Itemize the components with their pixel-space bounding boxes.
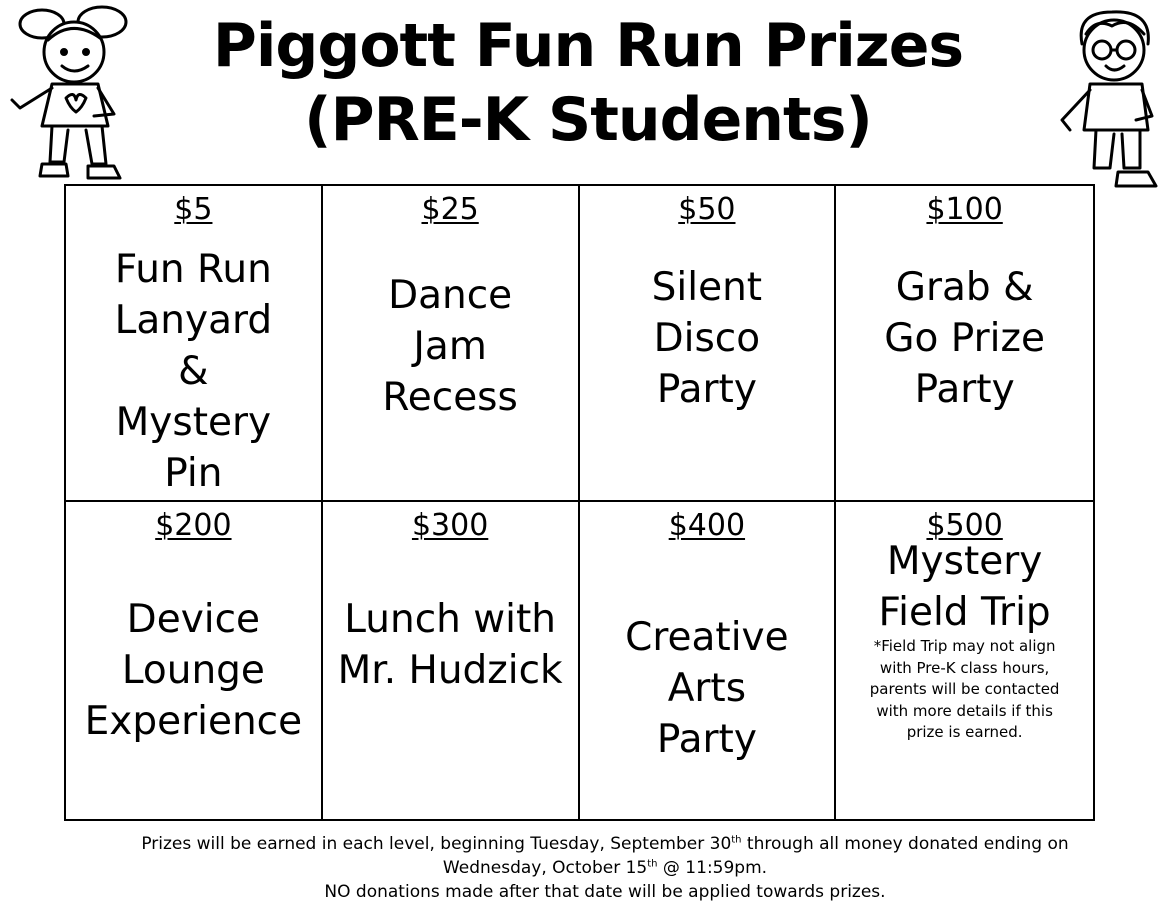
- prize-cell-200: [66, 502, 323, 819]
- prize-name: Grab & Go Prize Party: [884, 265, 1045, 412]
- prize-name: Creative Arts Party: [625, 615, 789, 762]
- page-subtitle: (PRE-K Students): [304, 85, 872, 155]
- boy-clipart-icon: [1052, 4, 1174, 192]
- prize-note: *Field Trip may not align with Pre-K class hours, parents will be contacted with more details if this prize is earned.: [869, 637, 1060, 741]
- footer-line-1: [100, 832, 1110, 880]
- page-title: Piggott Fun Run Prizes: [212, 11, 964, 81]
- prize-cell-100: [836, 186, 1093, 502]
- footer-sup: th: [647, 858, 658, 870]
- prize-cell-50: [580, 186, 837, 502]
- prize-name: Mystery Field Trip: [878, 539, 1051, 635]
- prize-price: $100: [926, 192, 1003, 227]
- prize-name: Fun Run Lanyard & Mystery Pin: [114, 247, 273, 496]
- footer-line-2: NO donations made after that date will be applied towards prizes.: [324, 882, 886, 902]
- prize-cell-300: [323, 502, 580, 819]
- prize-price: $300: [411, 508, 489, 543]
- prize-name: Device Lounge Experience: [84, 597, 303, 744]
- prize-price: $5: [174, 192, 213, 227]
- footer-text: Prizes will be earned in each level, beginning Tuesday, September 30: [141, 834, 732, 854]
- prize-cell-25: [323, 186, 580, 502]
- footer-text: through all money donated ending on Wednesday, October 15: [442, 834, 1069, 878]
- girl-clipart-icon: [2, 4, 142, 192]
- prize-price: $25: [421, 192, 479, 227]
- footer-sup: th: [731, 834, 742, 846]
- prize-price: $200: [155, 508, 232, 543]
- prize-cell-500: [836, 502, 1093, 819]
- prize-name: Lunch with Mr. Hudzick: [337, 597, 563, 693]
- prize-cell-400: [580, 502, 837, 819]
- prize-price: $500: [926, 508, 1003, 543]
- prize-cell-5: [66, 186, 323, 502]
- prize-name: Dance Jam Recess: [382, 273, 518, 420]
- prize-price: $400: [668, 508, 746, 543]
- footer-text: @ 11:59pm.: [657, 858, 768, 878]
- prize-price: $50: [678, 192, 736, 227]
- prize-grid: [64, 184, 1095, 821]
- prize-name: Silent Disco Party: [651, 265, 763, 412]
